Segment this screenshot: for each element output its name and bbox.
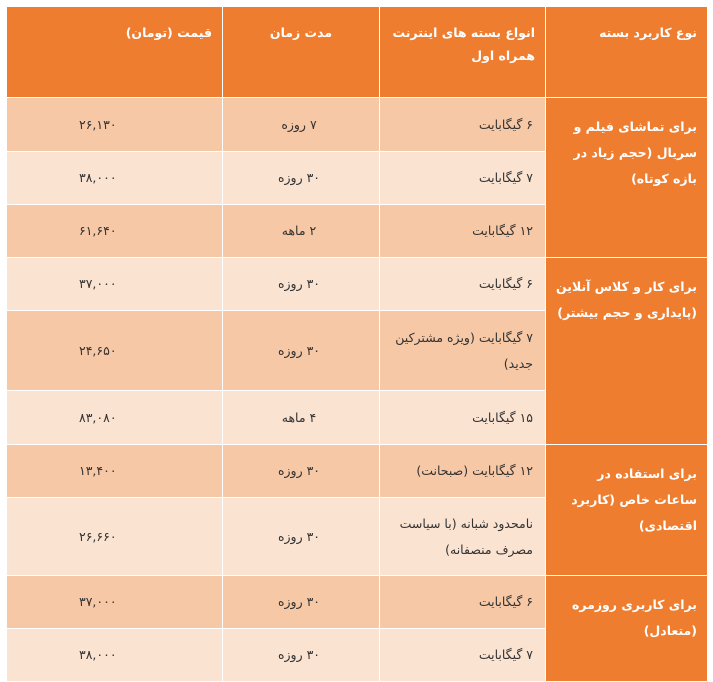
package-cell: ۷ گیگابایت (ویژه مشترکین جدید) xyxy=(380,311,546,391)
duration-cell: ۳۰ روزه xyxy=(223,258,380,311)
table-row xyxy=(7,445,708,498)
header-package: انواع بسته های اینترنت همراه اول xyxy=(380,7,546,98)
package-cell: ۶ گیگابایت xyxy=(380,98,546,152)
package-cell: ۱۲ گیگابایت (صبحانت) xyxy=(380,445,546,498)
price-cell: ۶۱,۶۴۰ xyxy=(7,205,223,258)
duration-cell: ۳۰ روزه xyxy=(223,311,380,391)
duration-cell: ۳۰ روزه xyxy=(223,445,380,498)
duration-cell: ۴ ماهه xyxy=(223,391,380,445)
table-row xyxy=(7,576,708,629)
table-row xyxy=(7,98,708,152)
price-cell: ۳۸,۰۰۰ xyxy=(7,152,223,205)
price-cell: ۱۳,۴۰۰ xyxy=(7,445,223,498)
price-cell: ۸۳,۰۸۰ xyxy=(7,391,223,445)
header-category: نوع کاربرد بسته xyxy=(546,7,708,98)
price-cell: ۳۸,۰۰۰ xyxy=(7,629,223,682)
package-cell: ۷ گیگابایت xyxy=(380,629,546,682)
duration-cell: ۳۰ روزه xyxy=(223,152,380,205)
price-cell: ۲۶,۱۳۰ xyxy=(7,98,223,152)
price-cell: ۳۷,۰۰۰ xyxy=(7,258,223,311)
package-cell: ۱۲ گیگابایت xyxy=(380,205,546,258)
package-cell: ۱۵ گیگابایت xyxy=(380,391,546,445)
price-cell: ۳۷,۰۰۰ xyxy=(7,576,223,629)
category-cell: برای استفاده در ساعات خاص (کاربرد اقتصادی) xyxy=(546,445,708,576)
category-cell: برای کاربری روزمره (متعادل) xyxy=(546,576,708,682)
price-cell: ۲۶,۶۶۰ xyxy=(7,498,223,576)
table-row xyxy=(7,258,708,311)
package-cell: ۶ گیگابایت xyxy=(380,576,546,629)
duration-cell: ۳۰ روزه xyxy=(223,498,380,576)
price-cell: ۲۴,۶۵۰ xyxy=(7,311,223,391)
category-cell: برای کار و کلاس آنلاین (پایداری و حجم بیشتر) xyxy=(546,258,708,445)
duration-cell: ۳۰ روزه xyxy=(223,576,380,629)
price-table-container xyxy=(6,6,707,668)
internet-packages-table xyxy=(6,6,708,682)
category-cell: برای تماشای فیلم و سریال (حجم زیاد در بازه کوتاه) xyxy=(546,98,708,258)
package-cell: ۶ گیگابایت xyxy=(380,258,546,311)
duration-cell: ۷ روزه xyxy=(223,98,380,152)
duration-cell: ۲ ماهه xyxy=(223,205,380,258)
header-row xyxy=(7,7,708,98)
header-price: قیمت (تومان) xyxy=(7,7,223,98)
package-cell: نامحدود شبانه (با سیاست مصرف منصفانه) xyxy=(380,498,546,576)
package-cell: ۷ گیگابایت xyxy=(380,152,546,205)
header-duration: مدت زمان xyxy=(223,7,380,98)
duration-cell: ۳۰ روزه xyxy=(223,629,380,682)
